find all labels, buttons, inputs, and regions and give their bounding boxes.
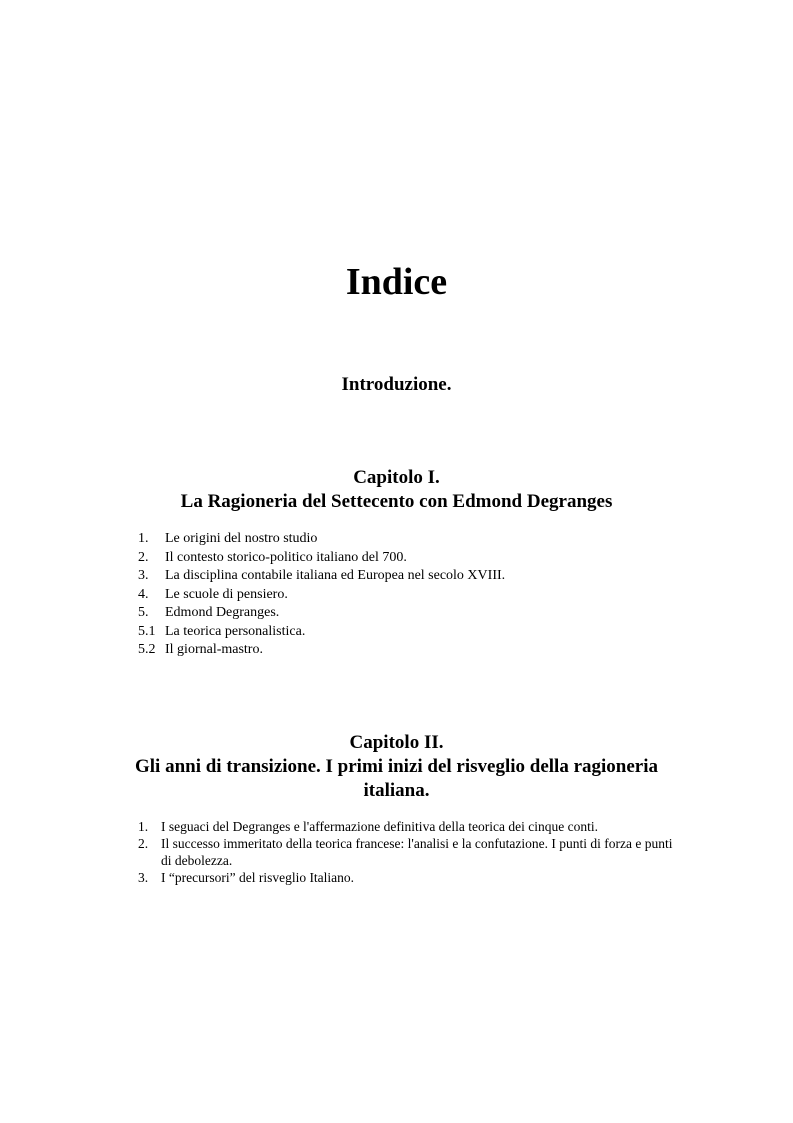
introduction-heading: Introduzione. [341,374,452,395]
toc-item-number: 5.2 [138,642,156,657]
toc-item [138,567,698,586]
toc-item [138,549,698,568]
toc-item-text: Edmond Degranges. [165,605,280,620]
toc-item-number: 2. [138,836,149,851]
toc-item-text: Il successo immeritato della teorica francese: l'analisi e la confutazione. I punti di forza e punti di debolezza. [161,836,673,868]
chapter-2-label: Capitolo II. [349,732,444,753]
toc-item-text: Il contesto storico-politico italiano del 700. [165,549,407,565]
chapter-2-title-line-1: Gli anni di transizione. I primi inizi del risveglio della ragioneria [134,756,659,777]
toc-item-text: Il giornal-mastro. [165,642,263,657]
toc-item-number: 1. [138,531,149,546]
toc-item-text: Le scuole di pensiero. [165,586,288,602]
toc-item [138,586,698,605]
toc-item [138,818,683,835]
toc-item-number: 2. [138,549,149,565]
toc-item [138,604,698,623]
toc-item-text: I seguaci del Degranges e l'affermazione definitiva della teorica dei cinque conti. [161,819,598,834]
toc-item-text: Le origini del nostro studio [165,531,318,546]
toc-item-number: 4. [138,586,149,602]
chapter-1-heading [100,466,693,514]
chapter-1-label: Capitolo I. [353,467,440,488]
chapter-1-title: La Ragioneria del Settecento con Edmond Degranges [180,491,613,512]
toc-item [138,835,683,869]
toc-item-text: La disciplina contabile italiana ed Europea nel secolo XVIII. [165,568,506,583]
chapter-2-toc-list [138,818,683,886]
chapter-2-heading [110,731,683,803]
toc-item-number: 3. [138,568,149,583]
toc-item [138,530,698,549]
page-title: Indice [345,261,448,303]
toc-item-text: I “precursori” del risveglio Italiano. [161,870,355,885]
toc-item-text: La teorica personalistica. [165,623,306,639]
toc-item-number: 5. [138,605,149,620]
toc-item [138,623,698,642]
toc-item [138,641,698,660]
chapter-2-title-line-2: italiana. [363,780,430,801]
toc-item-number: 5.1 [138,623,156,639]
toc-item [138,869,683,886]
chapter-1-toc-list [138,530,698,660]
toc-item-number: 1. [138,819,149,834]
toc-item-number: 3. [138,870,149,885]
